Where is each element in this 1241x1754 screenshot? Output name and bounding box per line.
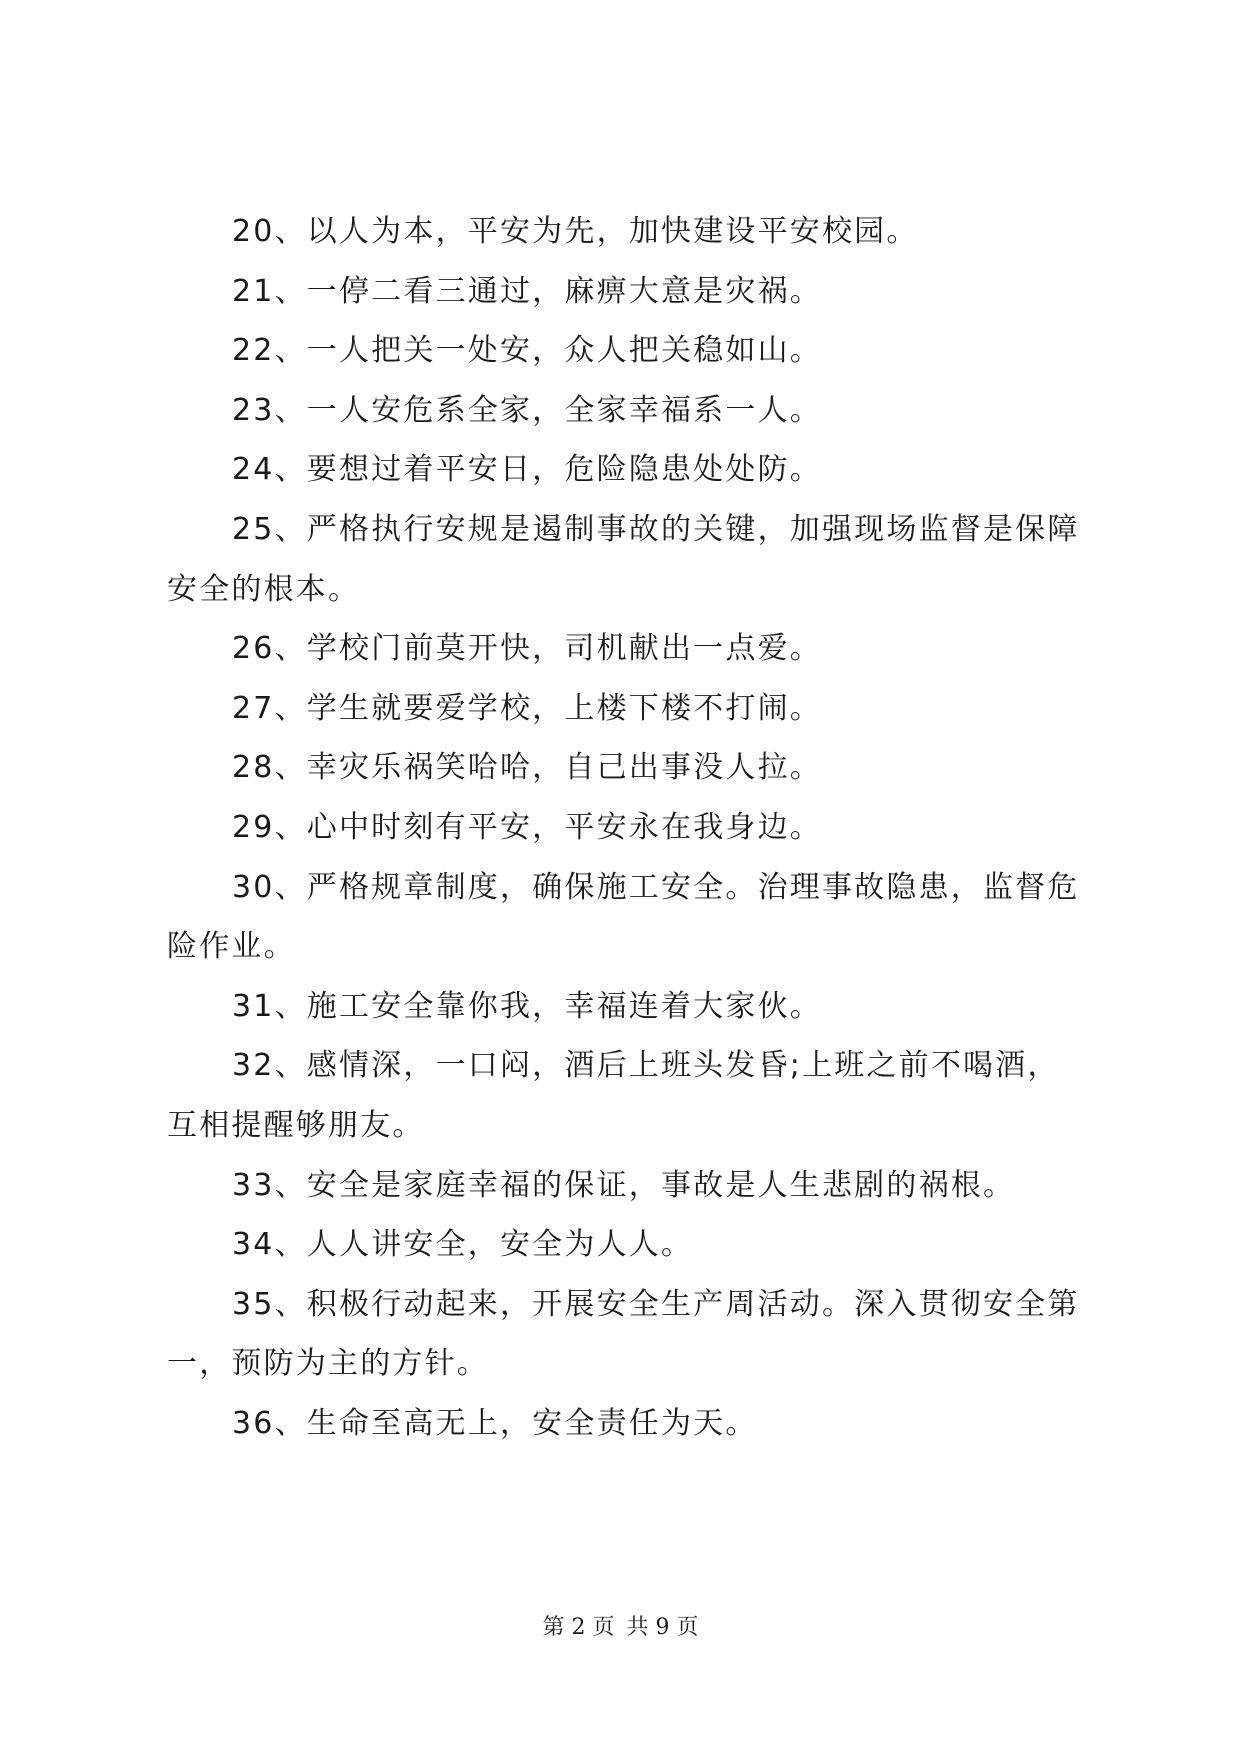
paragraph-23: 23、一人安危系全家，全家幸福系一人。 xyxy=(232,392,822,428)
document-body xyxy=(167,202,1087,1453)
paragraph-28: 28、幸灾乐祸笑哈哈，自己出事没人拉。 xyxy=(232,750,822,786)
paragraph-26: 26、学校门前莫开快，司机献出一点爱。 xyxy=(232,631,822,667)
page-number: 第 2 页 xyxy=(542,1615,615,1640)
paragraph-22: 22、一人把关一处安，众人把关稳如山。 xyxy=(232,333,822,369)
paragraph-34: 34、人人讲安全，安全为人人。 xyxy=(232,1227,694,1263)
paragraph-20: 20、以人为本，平安为先，加快建设平安校园。 xyxy=(232,214,919,249)
paragraph-30: 30、严格规章制度，确保施工安全。治理事故隐患，监督危险作业。 xyxy=(167,869,1080,965)
paragraph-32: 32、感情深，一口闷，酒后上班头发昏;上班之前不喝酒，互相提醒够朋友。 xyxy=(167,1048,1060,1143)
paragraph-27: 27、学生就要爱学校，上楼下楼不打闹。 xyxy=(232,690,822,726)
paragraph-31: 31、施工安全靠你我，幸福连着大家伙。 xyxy=(232,988,822,1024)
paragraph-24: 24、要想过着平安日，危险隐患处处防。 xyxy=(232,452,822,488)
paragraph-25: 25、严格执行安规是遏制事故的关键，加强现场监督是保障安全的根本。 xyxy=(167,511,1080,607)
paragraph-29: 29、心中时刻有平安，平安永在我身边。 xyxy=(232,809,822,845)
paragraph-36: 36、生命至高无上，安全责任为天。 xyxy=(232,1405,758,1441)
paragraph-21: 21、一停二看三通过，麻痹大意是灾祸。 xyxy=(232,273,822,309)
paragraph-35: 35、积极行动起来，开展安全生产周活动。深入贯彻安全第一，预防为主的方针。 xyxy=(167,1286,1080,1382)
paragraph-33: 33、安全是家庭幸福的保证，事故是人生悲剧的祸根。 xyxy=(232,1167,1016,1203)
page-total: 共 9 页 xyxy=(626,1615,699,1640)
page-footer xyxy=(0,1610,1241,1641)
